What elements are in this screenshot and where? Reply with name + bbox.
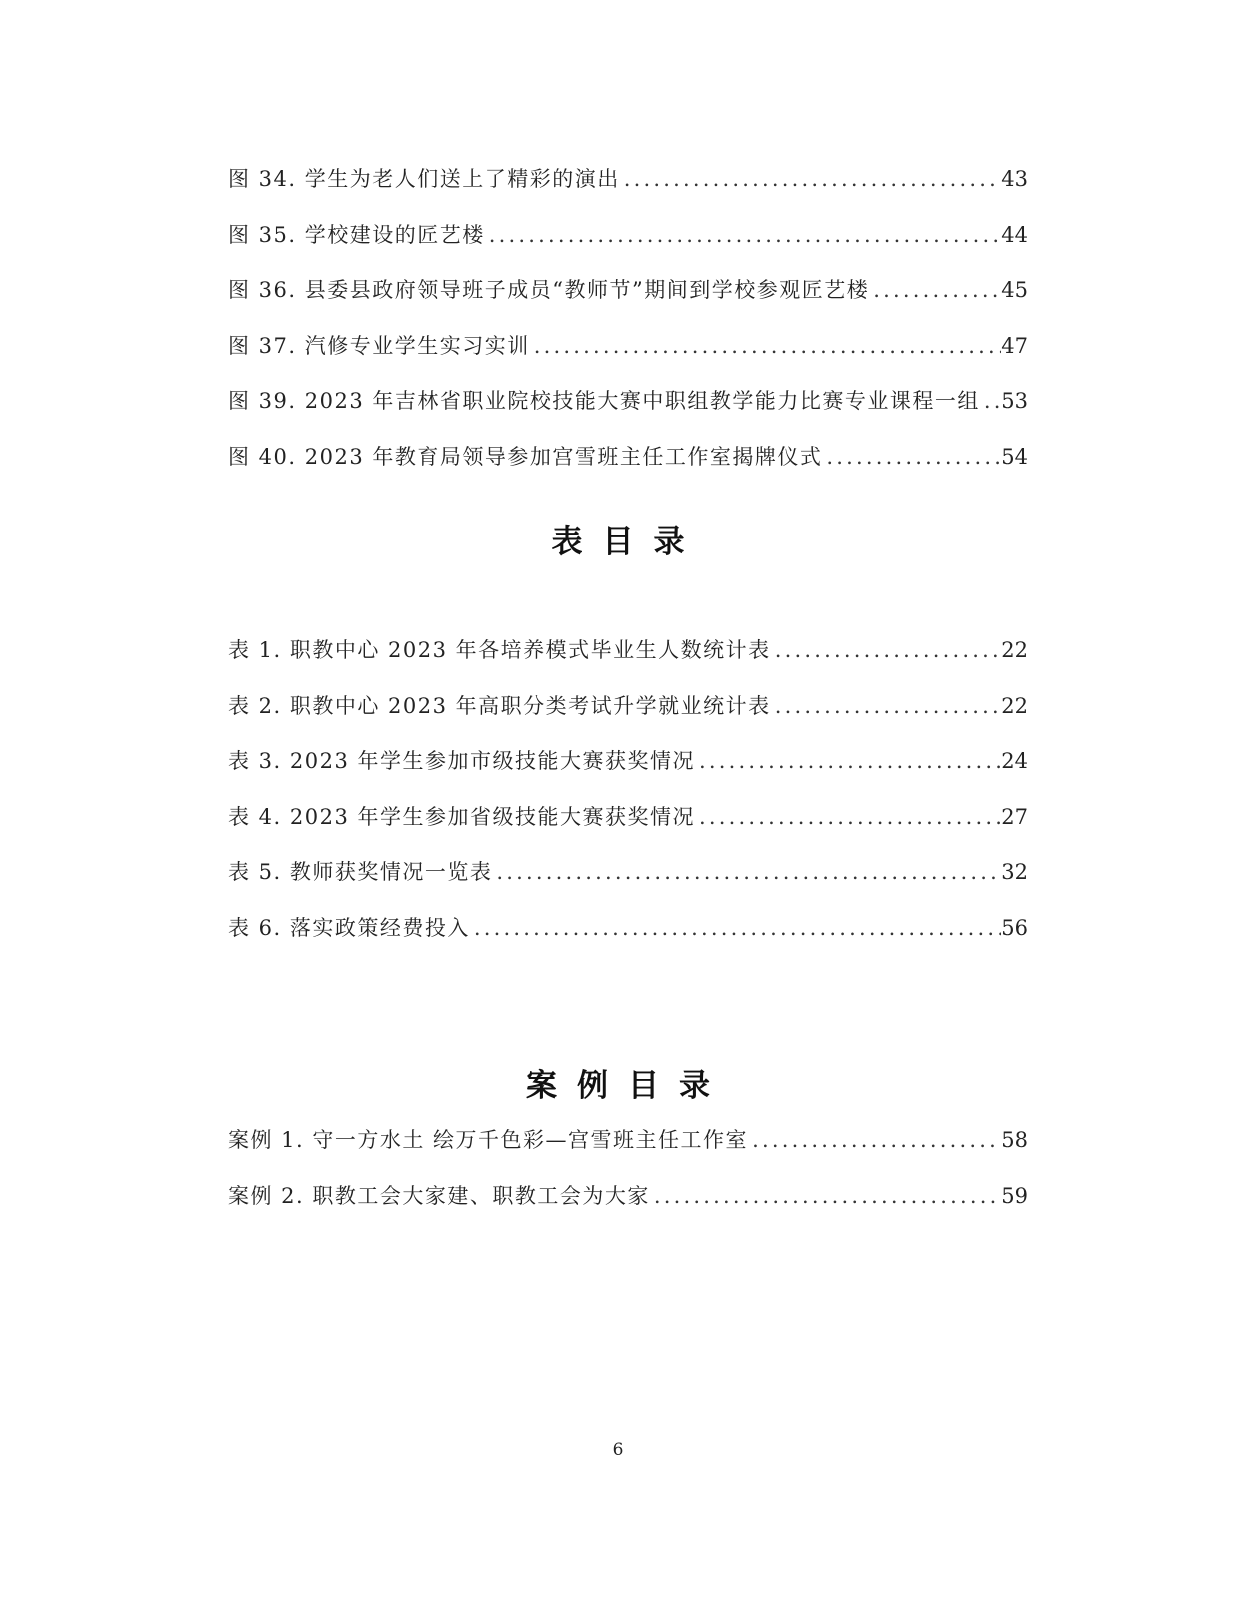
entry-label: 表 6. 落实政策经费投入 bbox=[228, 916, 470, 940]
entry-label: 图 39. 2023 年吉林省职业院校技能大赛中职组教学能力比赛专业课程一组 bbox=[228, 389, 980, 413]
dot-leader bbox=[980, 384, 1001, 418]
dot-leader bbox=[869, 273, 1001, 307]
entry-page-number: 22 bbox=[1001, 694, 1028, 718]
entry-page-number: 54 bbox=[1001, 445, 1028, 469]
dot-leader bbox=[748, 1123, 1001, 1157]
toc-entry-table-6[interactable] bbox=[228, 911, 1028, 945]
table-list-heading: 表目录 bbox=[551, 524, 705, 560]
toc-entry-table-5[interactable] bbox=[228, 855, 1028, 889]
toc-entry-figure-35[interactable] bbox=[228, 218, 1028, 252]
dot-leader bbox=[530, 329, 1002, 363]
case-list-heading: 案例目录 bbox=[526, 1068, 730, 1104]
toc-entry-figure-37[interactable] bbox=[228, 329, 1028, 363]
dot-leader bbox=[771, 689, 1002, 723]
toc-entry-figure-36[interactable] bbox=[228, 273, 1028, 307]
entry-page-number: 24 bbox=[1001, 749, 1028, 773]
entry-page-number: 22 bbox=[1001, 638, 1028, 662]
dot-leader bbox=[695, 744, 1001, 778]
entry-label: 图 40. 2023 年教育局领导参加宫雪班主任工作室揭牌仪式 bbox=[228, 445, 823, 469]
toc-entry-table-2[interactable] bbox=[228, 689, 1028, 723]
entry-label: 图 35. 学校建设的匠艺楼 bbox=[228, 223, 485, 247]
dot-leader bbox=[492, 855, 1001, 889]
toc-entry-table-3[interactable] bbox=[228, 744, 1028, 778]
entry-label: 表 4. 2023 年学生参加省级技能大赛获奖情况 bbox=[228, 805, 696, 829]
dot-leader bbox=[620, 162, 1002, 196]
toc-entry-table-4[interactable] bbox=[228, 800, 1028, 834]
entry-page-number: 59 bbox=[1001, 1184, 1028, 1208]
entry-page-number: 43 bbox=[1001, 167, 1028, 191]
entry-label: 表 3. 2023 年学生参加市级技能大赛获奖情况 bbox=[228, 749, 696, 773]
dot-leader bbox=[650, 1179, 1001, 1213]
entry-page-number: 27 bbox=[1001, 805, 1028, 829]
entry-page-number: 44 bbox=[1001, 223, 1028, 247]
page-number: 6 bbox=[612, 1440, 624, 1460]
toc-entry-case-2[interactable] bbox=[228, 1179, 1028, 1213]
entry-label: 图 34. 学生为老人们送上了精彩的演出 bbox=[228, 167, 620, 191]
dot-leader bbox=[771, 633, 1002, 667]
dot-leader bbox=[485, 218, 1002, 252]
toc-entry-figure-39[interactable] bbox=[228, 384, 1028, 418]
entry-label: 表 5. 教师获奖情况一览表 bbox=[228, 860, 493, 884]
entry-label: 表 1. 职教中心 2023 年各培养模式毕业生人数统计表 bbox=[228, 638, 771, 662]
entry-page-number: 58 bbox=[1001, 1128, 1028, 1152]
entry-page-number: 47 bbox=[1001, 334, 1028, 358]
entry-page-number: 32 bbox=[1001, 860, 1028, 884]
entry-label: 表 2. 职教中心 2023 年高职分类考试升学就业统计表 bbox=[228, 694, 771, 718]
toc-entry-table-1[interactable] bbox=[228, 633, 1028, 667]
toc-entry-figure-34[interactable] bbox=[228, 162, 1028, 196]
entry-page-number: 45 bbox=[1001, 278, 1028, 302]
dot-leader bbox=[470, 911, 1001, 945]
entry-label: 案例 2. 职教工会大家建、职教工会为大家 bbox=[228, 1184, 650, 1208]
dot-leader bbox=[695, 800, 1001, 834]
entry-label: 案例 1. 守一方水土 绘万千色彩—宫雪班主任工作室 bbox=[228, 1128, 749, 1152]
entry-page-number: 53 bbox=[1001, 389, 1028, 413]
entry-label: 图 37. 汽修专业学生实习实训 bbox=[228, 334, 530, 358]
toc-entry-case-1[interactable] bbox=[228, 1123, 1028, 1157]
dot-leader bbox=[822, 440, 1001, 474]
entry-label: 图 36. 县委县政府领导班子成员“教师节”期间到学校参观匠艺楼 bbox=[228, 278, 870, 302]
entry-page-number: 56 bbox=[1001, 916, 1028, 940]
toc-entry-figure-40[interactable] bbox=[228, 440, 1028, 474]
